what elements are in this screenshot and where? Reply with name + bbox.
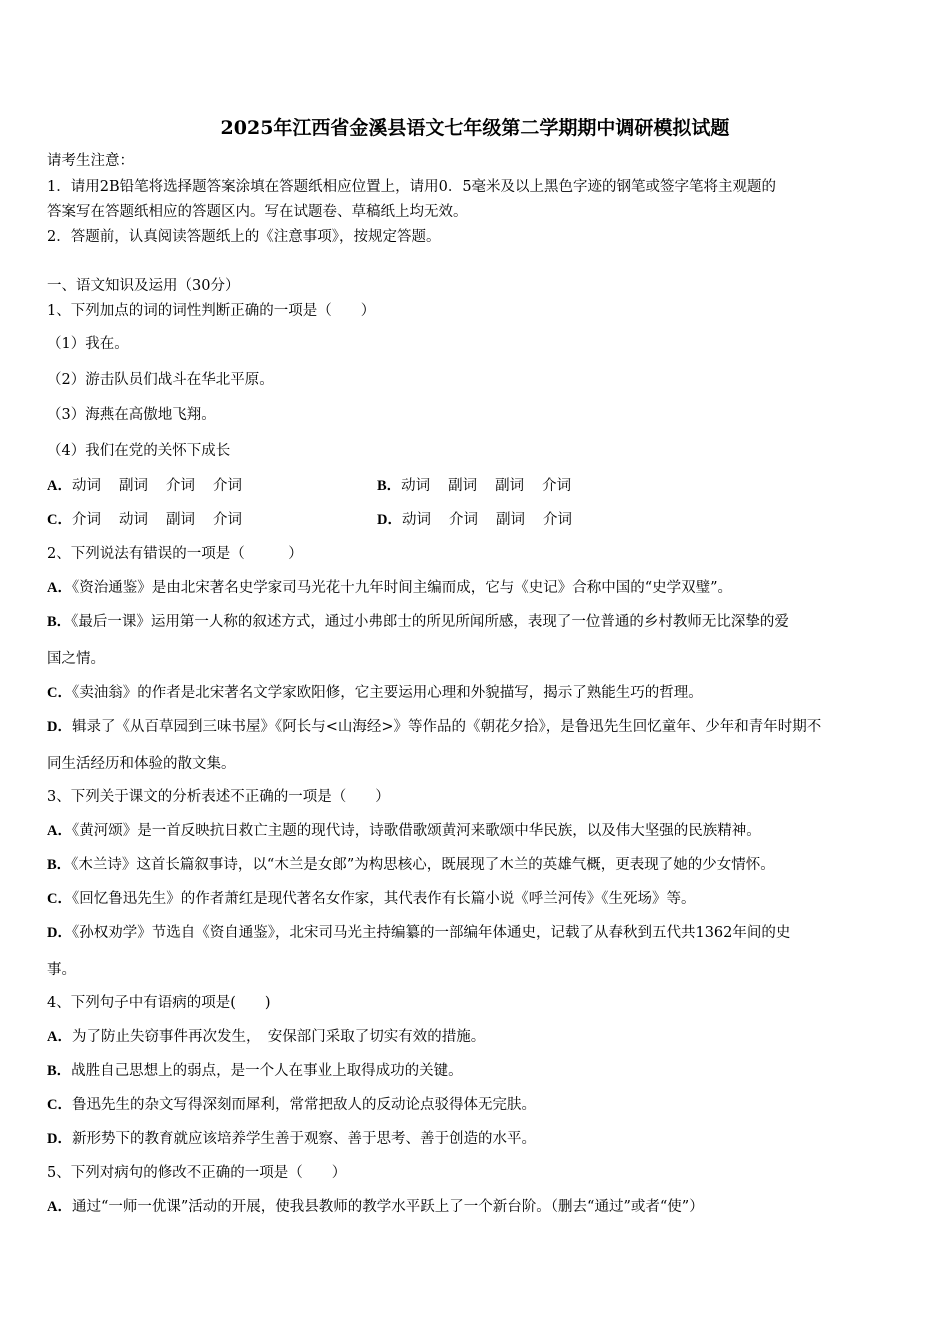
option-label: D． <box>47 1131 72 1147</box>
option-label: C． <box>47 512 72 528</box>
option-label: A． <box>47 823 72 839</box>
option-label: B． <box>377 478 402 494</box>
question-1-item-2: （2）游击队员们战斗在华北平原。 <box>47 372 274 388</box>
question-1-option-a <box>47 477 260 495</box>
option-text: 《木兰诗》这首长篇叙事诗，以“木兰是女郎”为构思核心，既展现了木兰的英雄气概，更表现了她的少女情怀。 <box>71 857 775 873</box>
notice-line-1a: 1．请用2B铅笔将选择题答案涂填在答题纸相应位置上，请用0．5毫米及以上黑色字迹的钢笔或签字笔将主观题的 <box>47 179 777 195</box>
question-1-item-4: （4）我们在党的关怀下成长 <box>47 443 231 459</box>
option-label: A． <box>47 1199 72 1215</box>
document-title: 2025年江西省金溪县语文七年级第二学期期中调研模拟试题 <box>220 117 730 139</box>
question-1-option-b <box>377 477 589 495</box>
question-2-stem: 2、下列说法有错误的一项是（ ） <box>47 546 303 562</box>
option-label: A． <box>47 1029 72 1045</box>
option-label: C． <box>47 685 72 701</box>
notice-line-2: 2．答题前，认真阅读答题纸上的《注意事项》，按规定答题。 <box>47 229 441 245</box>
question-3-option-b <box>47 856 775 874</box>
option-word: 副词 <box>448 478 478 494</box>
question-4-option-c <box>47 1096 536 1114</box>
option-word: 介词 <box>212 512 242 528</box>
question-4-stem: 4、下列句子中有语病的项是( ) <box>47 995 271 1011</box>
question-3-option-d <box>47 924 790 942</box>
notice-line-1b: 答案写在答题纸相应的答题区内。写在试题卷、草稿纸上均无效。 <box>47 204 468 220</box>
option-word: 介词 <box>212 478 242 494</box>
option-word: 介词 <box>542 478 572 494</box>
option-word: 副词 <box>118 478 148 494</box>
question-2-option-d <box>47 718 821 736</box>
option-text: 通过“一师一优课”活动的开展，使我县教师的教学水平跃上了一个新台阶。（删去“通过”或者“使”） <box>71 1199 704 1215</box>
option-word: 动词 <box>401 478 431 494</box>
option-word: 副词 <box>495 512 525 528</box>
option-word: 动词 <box>71 478 101 494</box>
option-text: 《孙权劝学》节选自《资自通鉴》，北宋司马光主持编纂的一部编年体通史，记载了从春秋到五代共1362年间的史 <box>71 925 791 941</box>
section-heading: 一、语文知识及运用（30分） <box>47 278 240 294</box>
option-word: 动词 <box>401 512 431 528</box>
option-text: 辑录了《从百草园到三味书屋》《阿长与<山海经>》等作品的《朝花夕拾》，是鲁迅先生回忆童年、少年和青年时期不 <box>71 719 822 735</box>
option-label: C． <box>47 1097 72 1113</box>
option-word: 动词 <box>118 512 148 528</box>
notice-heading: 请考生注意： <box>47 153 134 169</box>
question-5-option-a <box>47 1198 704 1216</box>
question-3-stem: 3、下列关于课文的分析表述不正确的一项是（ ） <box>47 789 390 805</box>
option-word: 介词 <box>448 512 478 528</box>
question-2-option-b <box>47 613 789 631</box>
question-2-option-d-cont: 同生活经历和体验的散文集。 <box>47 756 236 772</box>
option-word: 介词 <box>71 512 101 528</box>
option-word: 介词 <box>165 478 195 494</box>
question-4-option-a <box>47 1028 485 1046</box>
option-label: B． <box>47 857 72 873</box>
option-label: D． <box>47 925 72 941</box>
option-text: 《回忆鲁迅先生》的作者萧红是现代著名女作家，其代表作有长篇小说《呼兰河传》《生死场》等。 <box>71 891 696 907</box>
option-text: 鲁迅先生的杂文写得深刻而犀利，常常把敌人的反动论点驳得体无完肤。 <box>71 1097 536 1113</box>
option-text: 《最后一课》运用第一人称的叙述方式，通过小弗郎士的所见所闻所感，表现了一位普通的乡村教师无比深挚的爱 <box>71 614 789 630</box>
question-1-option-d <box>377 511 590 529</box>
question-1-option-c <box>47 511 260 529</box>
option-text: 《黄河颂》是一首反映抗日救亡主题的现代诗，诗歌借歌颂黄河来歌颂中华民族，以及伟大坚强的民族精神。 <box>71 823 761 839</box>
question-2-option-c <box>47 684 703 702</box>
option-label: A． <box>47 478 72 494</box>
option-text: 《卖油翁》的作者是北宋著名文学家欧阳修，它主要运用心理和外貌描写，揭示了熟能生巧的哲理。 <box>71 685 703 701</box>
question-1-item-3: （3）海燕在高傲地飞翔。 <box>47 407 216 423</box>
option-label: A． <box>47 580 72 596</box>
option-word: 介词 <box>542 512 572 528</box>
question-4-option-b <box>47 1062 463 1080</box>
option-word: 副词 <box>495 478 525 494</box>
option-label: B． <box>47 614 72 630</box>
question-3-option-c <box>47 890 695 908</box>
option-text: 《资治通鉴》是由北宋著名史学家司马光花十九年时间主编而成，它与《史记》合称中国的“史学双璧”。 <box>71 580 733 596</box>
question-3-option-d-cont: 事。 <box>47 962 76 978</box>
option-label: D． <box>377 512 402 528</box>
option-word: 副词 <box>165 512 195 528</box>
question-1-stem: 1、下列加点的词的词性判断正确的一项是（ ） <box>47 303 376 319</box>
option-label: C． <box>47 891 72 907</box>
question-2-option-a <box>47 579 732 597</box>
option-label: B． <box>47 1063 72 1079</box>
question-1-item-1: （1）我在。 <box>47 336 129 352</box>
question-4-option-d <box>47 1130 536 1148</box>
option-text: 战胜自己思想上的弱点，是一个人在事业上取得成功的关键。 <box>71 1063 463 1079</box>
question-3-option-a <box>47 822 761 840</box>
question-5-stem: 5、下列对病句的修改不正确的一项是（ ） <box>47 1165 347 1181</box>
option-label: D． <box>47 719 72 735</box>
question-2-option-b-cont: 国之情。 <box>47 651 105 667</box>
option-text: 新形势下的教育就应该培养学生善于观察、善于思考、善于创造的水平。 <box>71 1131 536 1147</box>
option-text: 为了防止失窃事件再次发生， 安保部门采取了切实有效的措施。 <box>71 1029 486 1045</box>
